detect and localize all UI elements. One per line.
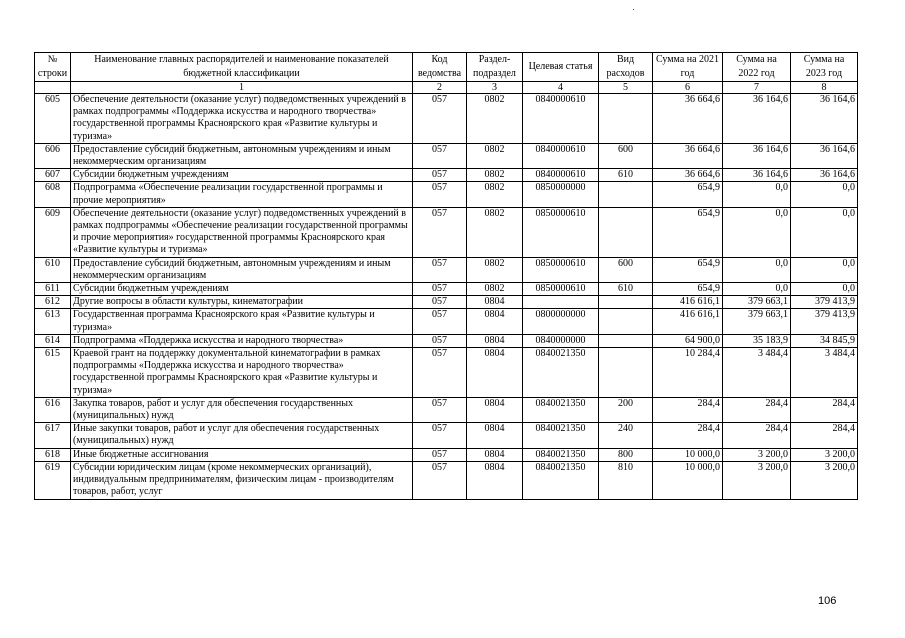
table-row <box>35 397 858 422</box>
column-number: 5 <box>599 82 653 94</box>
row-sum-2021: 654,9 <box>653 257 723 282</box>
table-row <box>35 182 858 207</box>
row-sum-2022: 0,0 <box>723 283 791 296</box>
row-number: 605 <box>35 94 71 144</box>
table-row <box>35 309 858 334</box>
row-name: Краевой грант на поддержку документальной кинематографии в рамках подпрограммы «Поддержка искусства и народного творчества» государственной программы Красноярского края «Развитие культуры и туризма» <box>71 348 413 398</box>
row-sum-2021: 654,9 <box>653 207 723 257</box>
row-sum-2022: 36 164,6 <box>723 94 791 144</box>
row-target-code: 0840000610 <box>523 143 599 168</box>
header-expense: Вид расходов <box>599 53 653 82</box>
header-sum-2023: Сумма на 2023 год <box>791 53 858 82</box>
row-number: 606 <box>35 143 71 168</box>
row-target-code: 0850000610 <box>523 257 599 282</box>
row-target-code: 0840021350 <box>523 397 599 422</box>
row-sum-2021: 10 000,0 <box>653 461 723 499</box>
row-dept-code: 057 <box>413 448 467 461</box>
row-name: Субсидии бюджетным учреждениям <box>71 283 413 296</box>
row-sum-2023: 284,4 <box>791 423 858 448</box>
row-dept-code: 057 <box>413 207 467 257</box>
row-target-code: 0840000610 <box>523 169 599 182</box>
row-target-code <box>523 296 599 309</box>
row-dept-code: 057 <box>413 94 467 144</box>
column-number: 3 <box>467 82 523 94</box>
column-number-row <box>35 82 858 94</box>
row-section-code: 0802 <box>467 283 523 296</box>
row-section-code: 0802 <box>467 143 523 168</box>
row-number: 619 <box>35 461 71 499</box>
row-target-code: 0840021350 <box>523 461 599 499</box>
row-section-code: 0804 <box>467 309 523 334</box>
row-name: Субсидии юридическим лицам (кроме некоммерческих организаций), индивидуальным предпринимателям, физическим лицам - производителям товаров, работ, услуг <box>71 461 413 499</box>
row-sum-2021: 284,4 <box>653 397 723 422</box>
row-dept-code: 057 <box>413 334 467 347</box>
header-section: Раздел-подраздел <box>467 53 523 82</box>
row-section-code: 0802 <box>467 94 523 144</box>
row-section-code: 0804 <box>467 423 523 448</box>
row-expense-type <box>599 94 653 144</box>
row-dept-code: 057 <box>413 461 467 499</box>
row-sum-2023: 3 200,0 <box>791 448 858 461</box>
header-target: Целевая статья <box>523 53 599 82</box>
row-expense-type: 800 <box>599 448 653 461</box>
row-number: 615 <box>35 348 71 398</box>
row-number: 613 <box>35 309 71 334</box>
row-sum-2022: 284,4 <box>723 423 791 448</box>
page-number: 106 <box>818 595 837 607</box>
header-name: Наименование главных распорядителей и наименование показателей бюджетной классификации <box>71 53 413 82</box>
row-sum-2022: 0,0 <box>723 207 791 257</box>
row-expense-type: 600 <box>599 257 653 282</box>
row-sum-2023: 36 164,6 <box>791 94 858 144</box>
row-sum-2021: 10 284,4 <box>653 348 723 398</box>
row-sum-2023: 0,0 <box>791 182 858 207</box>
row-expense-type: 610 <box>599 169 653 182</box>
row-sum-2022: 284,4 <box>723 397 791 422</box>
header-sum-2021: Сумма на 2021 год <box>653 53 723 82</box>
row-sum-2022: 0,0 <box>723 257 791 282</box>
row-expense-type <box>599 182 653 207</box>
row-sum-2023: 36 164,6 <box>791 169 858 182</box>
row-name: Иные закупки товаров, работ и услуг для обеспечения государственных (муниципальных) нужд <box>71 423 413 448</box>
row-dept-code: 057 <box>413 283 467 296</box>
row-name: Обеспечение деятельности (оказание услуг) подведомственных учреждений в рамках подпрограммы «Обеспечение реализации государственной программы и прочие мероприятия» государственной программы Красноярского края «Развитие культуры и туризма» <box>71 207 413 257</box>
row-sum-2021: 416 616,1 <box>653 309 723 334</box>
row-section-code: 0802 <box>467 182 523 207</box>
row-sum-2021: 416 616,1 <box>653 296 723 309</box>
row-name: Подпрограмма «Обеспечение реализации государственной программы и прочие мероприятия» <box>71 182 413 207</box>
row-dept-code: 057 <box>413 423 467 448</box>
row-sum-2023: 0,0 <box>791 257 858 282</box>
row-sum-2021: 654,9 <box>653 182 723 207</box>
row-sum-2021: 64 900,0 <box>653 334 723 347</box>
row-sum-2022: 0,0 <box>723 182 791 207</box>
row-sum-2022: 379 663,1 <box>723 309 791 334</box>
row-number: 608 <box>35 182 71 207</box>
header-row-no: № строки <box>35 53 71 82</box>
row-sum-2022: 3 484,4 <box>723 348 791 398</box>
column-number: 4 <box>523 82 599 94</box>
table-row <box>35 94 858 144</box>
table-header-row <box>35 53 858 82</box>
row-target-code: 0840021350 <box>523 348 599 398</box>
row-number: 616 <box>35 397 71 422</box>
row-sum-2021: 36 664,6 <box>653 143 723 168</box>
row-sum-2023: 0,0 <box>791 283 858 296</box>
row-sum-2021: 284,4 <box>653 423 723 448</box>
row-dept-code: 057 <box>413 296 467 309</box>
table-row <box>35 448 858 461</box>
row-number: 617 <box>35 423 71 448</box>
row-sum-2021: 36 664,6 <box>653 94 723 144</box>
column-number: 2 <box>413 82 467 94</box>
column-number: 8 <box>791 82 858 94</box>
row-sum-2022: 3 200,0 <box>723 448 791 461</box>
row-section-code: 0804 <box>467 461 523 499</box>
row-section-code: 0804 <box>467 296 523 309</box>
row-dept-code: 057 <box>413 348 467 398</box>
row-number: 612 <box>35 296 71 309</box>
row-target-code: 0840021350 <box>523 448 599 461</box>
row-name: Закупка товаров, работ и услуг для обеспечения государственных (муниципальных) нужд <box>71 397 413 422</box>
row-section-code: 0804 <box>467 348 523 398</box>
row-name: Обеспечение деятельности (оказание услуг) подведомственных учреждений в рамках подпрограммы «Поддержка искусства и народного творчества» государственной программы Красноярского края «Развитие культуры и туризма» <box>71 94 413 144</box>
row-expense-type <box>599 309 653 334</box>
row-sum-2021: 36 664,6 <box>653 169 723 182</box>
row-sum-2023: 284,4 <box>791 397 858 422</box>
row-number: 607 <box>35 169 71 182</box>
row-section-code: 0804 <box>467 334 523 347</box>
row-sum-2022: 379 663,1 <box>723 296 791 309</box>
row-sum-2022: 3 200,0 <box>723 461 791 499</box>
row-section-code: 0802 <box>467 257 523 282</box>
column-number <box>35 82 71 94</box>
row-sum-2023: 379 413,9 <box>791 296 858 309</box>
row-expense-type: 810 <box>599 461 653 499</box>
row-name: Предоставление субсидий бюджетным, автономным учреждениям и иным некоммерческим организациям <box>71 257 413 282</box>
table-row <box>35 257 858 282</box>
scan-mark: · <box>632 4 635 14</box>
row-target-code: 0840021350 <box>523 423 599 448</box>
table-row <box>35 283 858 296</box>
header-sum-2022: Сумма на 2022 год <box>723 53 791 82</box>
row-sum-2023: 3 200,0 <box>791 461 858 499</box>
row-sum-2021: 10 000,0 <box>653 448 723 461</box>
row-name: Иные бюджетные ассигнования <box>71 448 413 461</box>
row-sum-2021: 654,9 <box>653 283 723 296</box>
row-sum-2023: 36 164,6 <box>791 143 858 168</box>
row-expense-type <box>599 296 653 309</box>
row-expense-type <box>599 207 653 257</box>
row-number: 609 <box>35 207 71 257</box>
row-dept-code: 057 <box>413 169 467 182</box>
row-sum-2022: 36 164,6 <box>723 169 791 182</box>
header-dept: Код ведомства <box>413 53 467 82</box>
table-row <box>35 169 858 182</box>
row-target-code: 0850000610 <box>523 283 599 296</box>
row-expense-type <box>599 334 653 347</box>
row-section-code: 0804 <box>467 448 523 461</box>
row-sum-2023: 34 845,9 <box>791 334 858 347</box>
table-row <box>35 334 858 347</box>
row-expense-type: 600 <box>599 143 653 168</box>
row-name: Подпрограмма «Поддержка искусства и народного творчества» <box>71 334 413 347</box>
row-target-code: 0800000000 <box>523 309 599 334</box>
table-row <box>35 143 858 168</box>
row-section-code: 0802 <box>467 207 523 257</box>
row-dept-code: 057 <box>413 182 467 207</box>
row-target-code: 0850000000 <box>523 182 599 207</box>
column-number: 1 <box>71 82 413 94</box>
row-dept-code: 057 <box>413 257 467 282</box>
row-sum-2023: 0,0 <box>791 207 858 257</box>
row-section-code: 0804 <box>467 397 523 422</box>
row-dept-code: 057 <box>413 309 467 334</box>
table-row <box>35 423 858 448</box>
row-sum-2023: 3 484,4 <box>791 348 858 398</box>
row-expense-type: 240 <box>599 423 653 448</box>
row-name: Другие вопросы в области культуры, кинематографии <box>71 296 413 309</box>
row-target-code: 0840000610 <box>523 94 599 144</box>
row-target-code: 0850000610 <box>523 207 599 257</box>
row-name: Предоставление субсидий бюджетным, автономным учреждениям и иным некоммерческим организациям <box>71 143 413 168</box>
row-number: 611 <box>35 283 71 296</box>
row-name: Государственная программа Красноярского края «Развитие культуры и туризма» <box>71 309 413 334</box>
row-section-code: 0802 <box>467 169 523 182</box>
row-number: 618 <box>35 448 71 461</box>
row-name: Субсидии бюджетным учреждениям <box>71 169 413 182</box>
row-sum-2022: 36 164,6 <box>723 143 791 168</box>
table-row <box>35 461 858 499</box>
row-expense-type: 200 <box>599 397 653 422</box>
budget-table <box>34 52 858 500</box>
row-number: 614 <box>35 334 71 347</box>
row-target-code: 0840000000 <box>523 334 599 347</box>
row-sum-2022: 35 183,9 <box>723 334 791 347</box>
table-row <box>35 296 858 309</box>
row-expense-type <box>599 348 653 398</box>
table-row <box>35 207 858 257</box>
column-number: 7 <box>723 82 791 94</box>
row-dept-code: 057 <box>413 397 467 422</box>
row-number: 610 <box>35 257 71 282</box>
column-number: 6 <box>653 82 723 94</box>
row-sum-2023: 379 413,9 <box>791 309 858 334</box>
row-dept-code: 057 <box>413 143 467 168</box>
row-expense-type: 610 <box>599 283 653 296</box>
table-row <box>35 348 858 398</box>
